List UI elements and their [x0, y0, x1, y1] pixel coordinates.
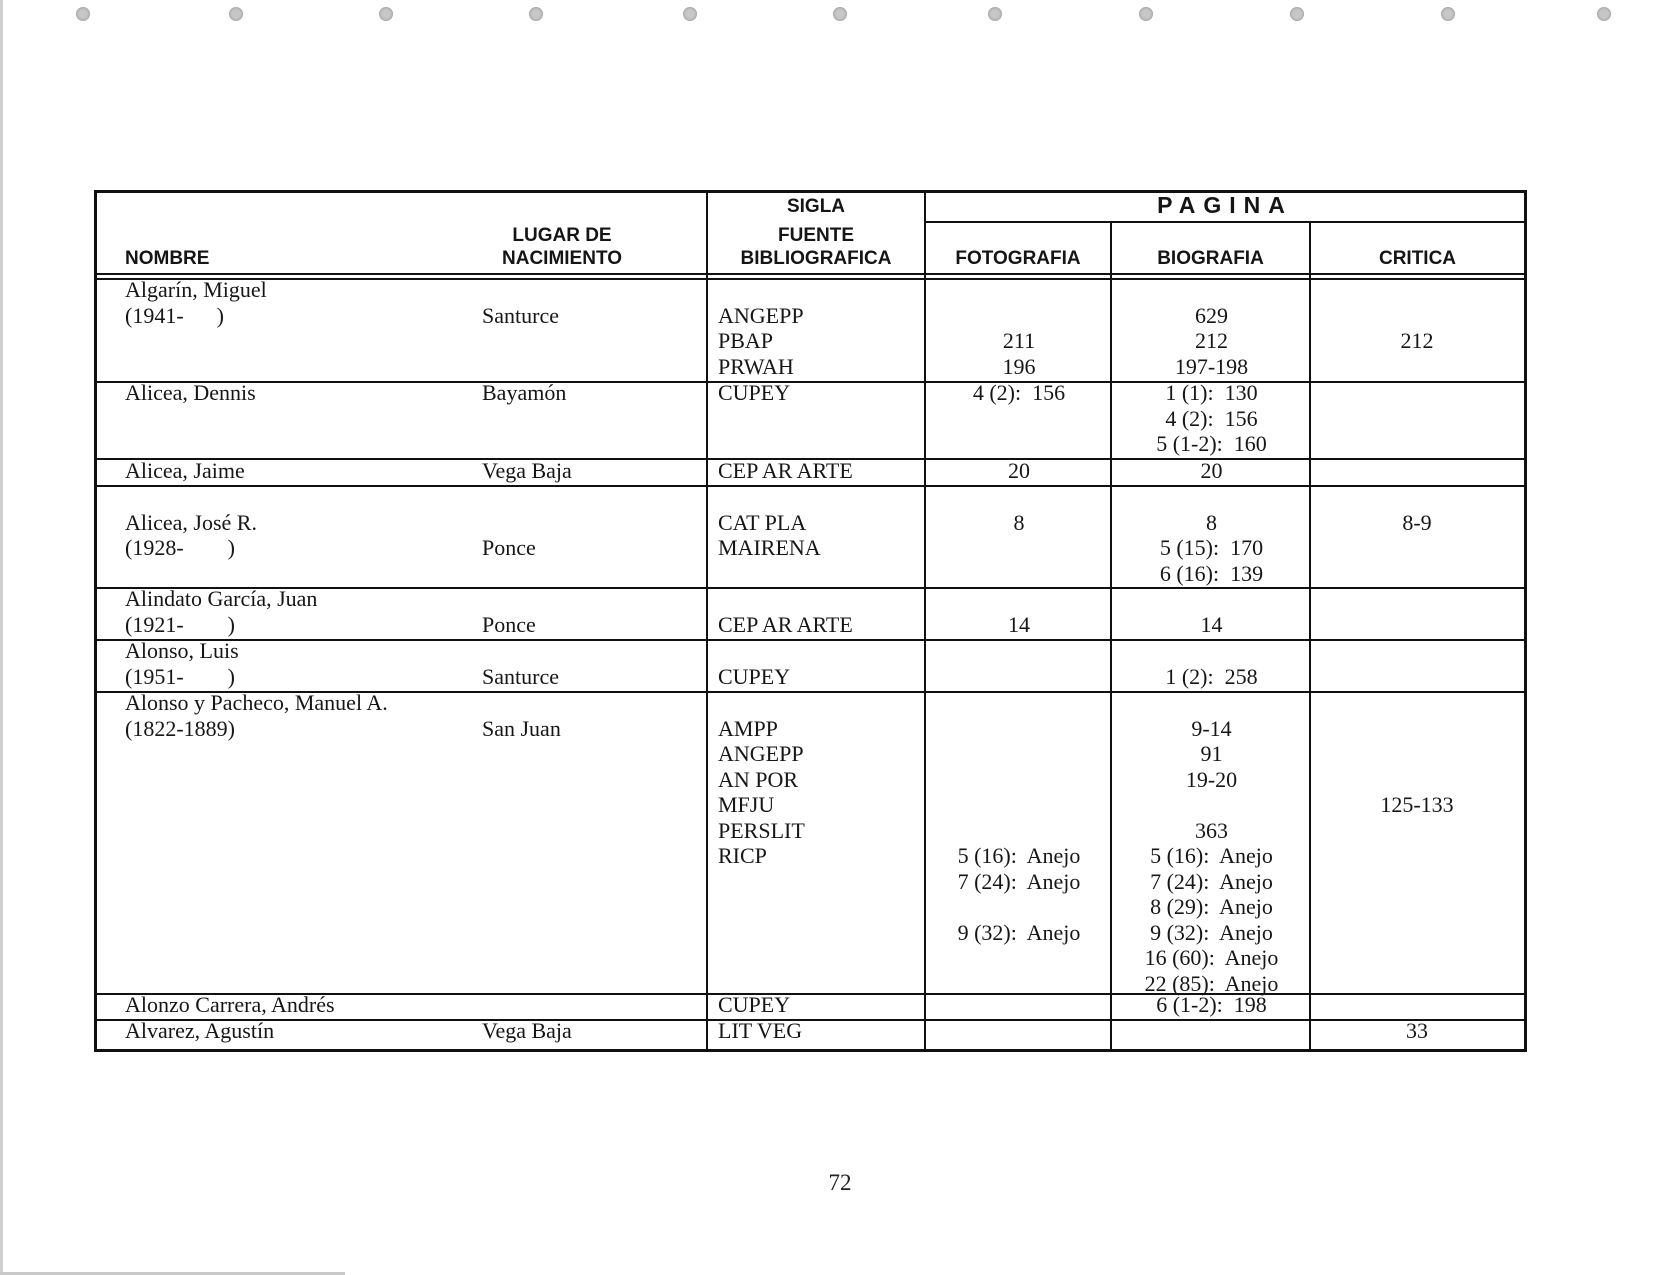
header-sigla-line2: FUENTE: [778, 225, 854, 246]
cell-nombre: Alonso, Luis (1951- ): [125, 638, 239, 689]
cell-nombre: Alindato García, Juan (1921- ): [125, 586, 318, 637]
binder-holes: [0, 0, 1676, 40]
cell-fotografia: 211 196: [1002, 328, 1036, 379]
cell-biografia: 1 (1): 130 4 (2): 156 5 (1-2): 160: [1156, 380, 1267, 456]
cell-fotografia: 4 (2): 156: [972, 380, 1066, 405]
cell-fotografia: 20: [1008, 458, 1030, 483]
cell-critica: 212: [1400, 328, 1434, 353]
cell-critica: 125-133: [1380, 792, 1454, 817]
cell-biografia: 14: [1200, 611, 1223, 637]
cell-sigla: CAT PLA MAIRENA: [718, 509, 821, 560]
page-number: 72: [828, 1170, 852, 1195]
cell-lugar: Santurce: [482, 302, 559, 328]
cell-sigla: CEP AR ARTE: [718, 611, 853, 637]
binder-hole-icon: [833, 7, 847, 21]
page-left-edge: [0, 0, 3, 1275]
binder-hole-icon: [1290, 7, 1304, 21]
header-lugar-line1: LUGAR DE: [512, 225, 612, 246]
header-sigla-line1: SIGLA: [786, 196, 846, 217]
cell-lugar: Santurce: [482, 663, 559, 689]
cell-lugar: Ponce: [482, 611, 536, 637]
column-divider: [706, 193, 708, 1049]
header-rule: [97, 273, 1524, 275]
cell-critica: 8-9: [1402, 509, 1432, 535]
binder-hole-icon: [379, 7, 393, 21]
binder-hole-icon: [1441, 7, 1455, 21]
cell-sigla: AMPP ANGEPP AN POR MFJU PERSLIT RICP: [718, 715, 805, 868]
cell-nombre: Alonso y Pacheco, Manuel A. (1822-1889): [125, 690, 388, 741]
cell-biografia: 1 (2): 258: [1165, 663, 1258, 689]
cell-lugar: Bayamón: [482, 380, 567, 405]
header-lugar-line2: NACIMIENTO: [502, 248, 622, 269]
cell-fotografia: 14: [1008, 611, 1030, 637]
cell-nombre: Alicea, Jaime: [125, 458, 245, 483]
header-fotografia: FOTOGRAFIA: [955, 248, 1081, 269]
binder-hole-icon: [988, 7, 1002, 21]
binder-hole-icon: [76, 7, 90, 21]
header-pagina: PAGINA: [1157, 192, 1293, 218]
binder-hole-icon: [229, 7, 243, 21]
cell-biografia: 8 5 (15): 170 6 (16): 139: [1159, 509, 1264, 586]
cell-critica: 33: [1406, 1018, 1428, 1043]
binder-hole-icon: [529, 7, 543, 21]
header-biografia: BIOGRAFIA: [1157, 248, 1264, 269]
cell-nombre: Alonzo Carrera, Andrés: [125, 992, 335, 1017]
cell-sigla: CUPEY: [718, 992, 791, 1017]
cell-lugar: San Juan: [482, 715, 561, 741]
cell-fotografia: 5 (16): Anejo 7 (24): Anejo 9 (32): Anejo: [957, 843, 1081, 945]
cell-nombre: Algarín, Miguel (1941- ): [125, 277, 267, 328]
cell-sigla: CUPEY: [718, 380, 791, 405]
cell-sigla: ANGEPP PBAP PRWAH: [718, 302, 804, 379]
cell-sigla: CUPEY: [718, 663, 791, 689]
column-divider: [1309, 223, 1311, 1049]
binder-hole-icon: [683, 7, 697, 21]
cell-lugar: Ponce: [482, 535, 536, 560]
cell-biografia: 629 212 197-198: [1174, 302, 1249, 379]
header-nombre: NOMBRE: [125, 248, 210, 269]
cell-sigla: CEP AR ARTE: [718, 458, 853, 483]
cell-sigla: LIT VEG: [718, 1018, 803, 1043]
column-divider: [924, 193, 926, 1049]
binder-hole-icon: [1139, 7, 1153, 21]
binder-hole-icon: [1597, 7, 1611, 21]
bibliography-table: [94, 190, 1527, 1052]
cell-biografia: 6 (1-2): 198: [1156, 992, 1267, 1017]
cell-biografia: 9-14 91 19-20 363 5 (16): Anejo 7 (24): Anejo 8 (29): Anejo 9 (32): Anejo 16 (60): Anejo 22 (85): Anejo: [1144, 715, 1279, 996]
header-critica: CRITICA: [1378, 248, 1457, 269]
pagina-underline: [924, 221, 1524, 223]
cell-biografia: 20: [1200, 458, 1223, 483]
cell-nombre: Alicea, Dennis: [125, 380, 256, 405]
cell-lugar: Vega Baja: [482, 458, 572, 483]
header-sigla-line3: BIBLIOGRAFICA: [740, 248, 892, 269]
cell-lugar: Vega Baja: [482, 1018, 572, 1043]
cell-fotografia: 8: [1013, 509, 1025, 535]
cell-nombre: Alicea, José R. (1928- ): [125, 509, 257, 560]
cell-nombre: Alvarez, Agustín: [125, 1018, 275, 1043]
